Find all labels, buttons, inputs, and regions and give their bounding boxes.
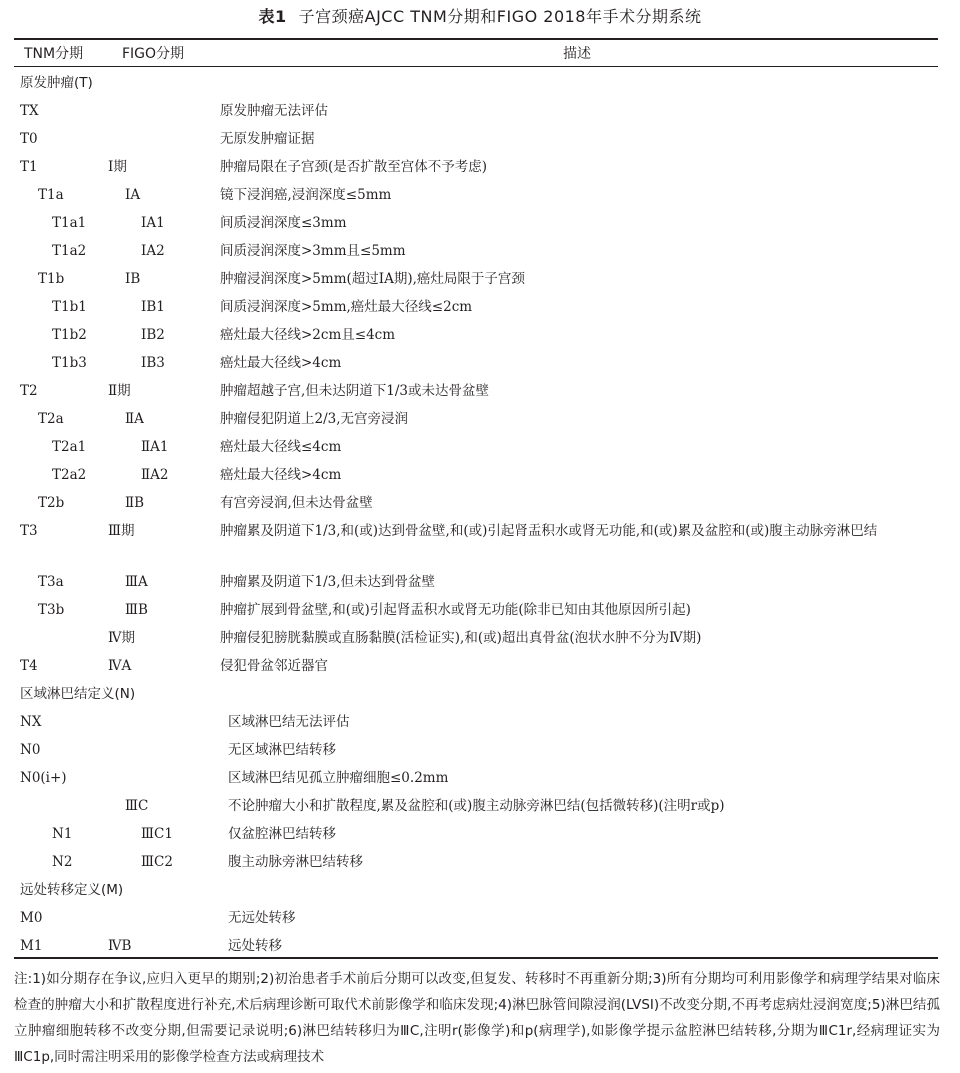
figo-stage: ⅢB	[125, 602, 148, 618]
stage-description: 肿瘤累及阴道下1/3,和(或)达到骨盆壁,和(或)引起肾盂积水或肾无功能,和(或)累及盆腔和(或)腹主动脉旁淋巴结	[220, 523, 878, 539]
tnm-stage: T3	[20, 523, 38, 539]
table-label: 表1	[258, 7, 287, 26]
tnm-stage: T4	[20, 658, 38, 674]
table-row	[0, 461, 960, 489]
table-row	[0, 321, 960, 349]
table-row	[0, 596, 960, 624]
table-row	[0, 349, 960, 377]
figo-stage: Ⅰ期	[108, 159, 127, 175]
table-notes: 注:1)如分期存在争议,应归入更早的期别;2)初治患者手术前后分期可以改变,但复发、转移时不再重新分期;3)所有分期均可利用影像学和病理学结果对临床检查的肿瘤大小和扩散程度进行补充,术后病理诊断可取代术前影像学和临床发现;4)淋巴脉管间隙浸润(LVSI)不改变分期,不再考虑病灶浸润宽度;5)淋巴结孤立肿瘤细胞转移不改变分期,但需要记录说明;6)淋巴结转移归为ⅢC,注明r(影像学)和p(病理学),如影像学提示盆腔淋巴结转移,分期为ⅢC1r,经病理证实为ⅢC1p,同时需注明采用的影像学检查方法或病理技术	[14, 971, 940, 1065]
table-row	[0, 97, 960, 125]
stage-description: 无区域淋巴结转移	[228, 742, 336, 758]
section-row	[0, 69, 960, 97]
stage-description: 原发肿瘤无法评估	[220, 103, 328, 119]
stage-description: 间质浸润深度≤3mm	[220, 215, 347, 231]
figo-stage: ⅠA1	[141, 215, 165, 231]
stage-description: 区域淋巴结见孤立肿瘤细胞≤0.2mm	[228, 770, 449, 786]
tnm-stage: T3a	[38, 574, 64, 590]
top-rule	[14, 38, 938, 40]
table-row	[0, 708, 960, 736]
header-description: 描述	[563, 46, 591, 62]
tnm-stage: N0(i+)	[20, 770, 67, 786]
table-row	[0, 125, 960, 153]
figo-stage: ⅠB	[125, 271, 141, 287]
tnm-stage: M1	[20, 938, 43, 954]
bottom-rule	[14, 957, 938, 959]
table-row	[0, 209, 960, 237]
figo-stage: ⅡA1	[141, 439, 169, 455]
tnm-stage: M0	[20, 910, 43, 926]
stage-description: 肿瘤扩展到骨盆壁,和(或)引起肾盂积水或肾无功能(除非已知由其他原因所引起)	[220, 602, 691, 618]
stage-description: 无远处转移	[228, 910, 296, 926]
stage-description: 肿瘤累及阴道下1/3,但未达到骨盆壁	[220, 574, 436, 590]
stage-description: 肿瘤局限在子宫颈(是否扩散至宫体不予考虑)	[220, 159, 488, 175]
tnm-stage: T1a	[38, 187, 64, 203]
tnm-stage: N2	[52, 854, 73, 870]
tnm-stage: T2a1	[52, 439, 87, 455]
tnm-stage: T3b	[38, 602, 65, 618]
stage-description: 间质浸润深度>5mm,癌灶最大径线≤2cm	[220, 299, 473, 315]
tnm-stage: NX	[20, 714, 42, 730]
stage-description: 癌灶最大径线>4cm	[220, 355, 342, 371]
table-row	[0, 904, 960, 932]
tnm-stage: T1b2	[52, 327, 87, 343]
stage-description: 远处转移	[228, 938, 282, 954]
tnm-stage: T2b	[38, 495, 65, 511]
tnm-stage: T1a1	[52, 215, 87, 231]
table-row	[0, 820, 960, 848]
figo-stage: ⅢC1	[141, 826, 173, 842]
figo-stage: ⅢA	[125, 574, 148, 590]
stage-description: 侵犯骨盆邻近器官	[220, 658, 328, 674]
table-row	[0, 489, 960, 517]
table-title	[0, 4, 960, 27]
stage-description: 肿瘤侵犯膀胱黏膜或直肠黏膜(活检证实),和(或)超出真骨盆(泡状水肿不分为Ⅳ期)	[220, 630, 702, 646]
stage-description: 癌灶最大径线≤4cm	[220, 439, 342, 455]
figo-stage: ⅡA2	[141, 467, 169, 483]
table-row	[0, 736, 960, 764]
tnm-stage: T1	[20, 159, 38, 175]
table-row	[0, 517, 960, 545]
figo-stage: ⅡB	[125, 495, 145, 511]
table-caption: 子宫颈癌AJCC TNM分期和FIGO 2018年手术分期系统	[298, 7, 702, 26]
tnm-stage: T1b1	[52, 299, 87, 315]
table-row	[0, 433, 960, 461]
section-heading: 区域淋巴结定义(N)	[20, 686, 136, 702]
table-row	[0, 652, 960, 680]
section-heading: 原发肿瘤(T)	[20, 75, 93, 91]
stage-description: 癌灶最大径线>4cm	[220, 467, 342, 483]
tnm-stage: T1b	[38, 271, 65, 287]
section-heading: 远处转移定义(M)	[20, 882, 124, 898]
tnm-stage: N1	[52, 826, 73, 842]
table-row	[0, 265, 960, 293]
tnm-stage: T2a2	[52, 467, 87, 483]
figo-stage: ⅣB	[108, 938, 132, 954]
table-row	[0, 405, 960, 433]
table-row	[0, 237, 960, 265]
figo-stage: ⅠB2	[141, 327, 165, 343]
stage-description: 间质浸润深度>3mm且≤5mm	[220, 243, 406, 259]
stage-description: 镜下浸润癌,浸润深度≤5mm	[220, 187, 392, 203]
tnm-stage: T0	[20, 131, 38, 147]
table-row	[0, 764, 960, 792]
tnm-stage: N0	[20, 742, 41, 758]
stage-description: 无原发肿瘤证据	[220, 131, 315, 147]
stage-description: 腹主动脉旁淋巴结转移	[228, 854, 363, 870]
table-row	[0, 153, 960, 181]
section-row	[0, 680, 960, 708]
figo-stage: Ⅲ期	[108, 523, 135, 539]
table-row	[0, 377, 960, 405]
tnm-stage: T1a2	[52, 243, 87, 259]
figo-stage: ⅡA	[125, 411, 144, 427]
stage-description: 区域淋巴结无法评估	[228, 714, 350, 730]
table-row	[0, 568, 960, 596]
table-row	[0, 293, 960, 321]
figo-stage: Ⅳ期	[108, 630, 135, 646]
tnm-stage: T2a	[38, 411, 64, 427]
figo-stage: ⅠB3	[141, 355, 165, 371]
figo-stage: ⅣA	[108, 658, 132, 674]
figo-stage: ⅠB1	[141, 299, 165, 315]
stage-description: 有宫旁浸润,但未达骨盆壁	[220, 495, 373, 511]
table-row	[0, 792, 960, 820]
figo-stage: ⅠA	[125, 187, 141, 203]
tnm-stage: T1b3	[52, 355, 87, 371]
figo-stage: ⅢC2	[141, 854, 173, 870]
tnm-stage: T2	[20, 383, 38, 399]
table-row	[0, 624, 960, 652]
stage-description: 肿瘤浸润深度>5mm(超过ⅠA期),癌灶局限于子宫颈	[220, 271, 525, 287]
header-rule	[14, 66, 938, 67]
table-row	[0, 848, 960, 876]
stage-description: 仅盆腔淋巴结转移	[228, 826, 336, 842]
header-tnm: TNM分期	[24, 46, 84, 62]
stage-description: 不论肿瘤大小和扩散程度,累及盆腔和(或)腹主动脉旁淋巴结(包括微转移)(注明r或p)	[228, 798, 725, 814]
table-row	[0, 181, 960, 209]
stage-description: 肿瘤超越子宫,但未达阴道下1/3或未达骨盆壁	[220, 383, 490, 399]
stage-description: 癌灶最大径线>2cm且≤4cm	[220, 327, 396, 343]
section-row	[0, 876, 960, 904]
header-figo: FIGO分期	[122, 46, 185, 62]
table-row	[0, 932, 960, 960]
tnm-stage: TX	[20, 103, 39, 119]
figo-stage: ⅢC	[125, 798, 149, 814]
figo-stage: ⅠA2	[141, 243, 165, 259]
figo-stage: Ⅱ期	[108, 383, 131, 399]
stage-description: 肿瘤侵犯阴道上2/3,无宫旁浸润	[220, 411, 409, 427]
